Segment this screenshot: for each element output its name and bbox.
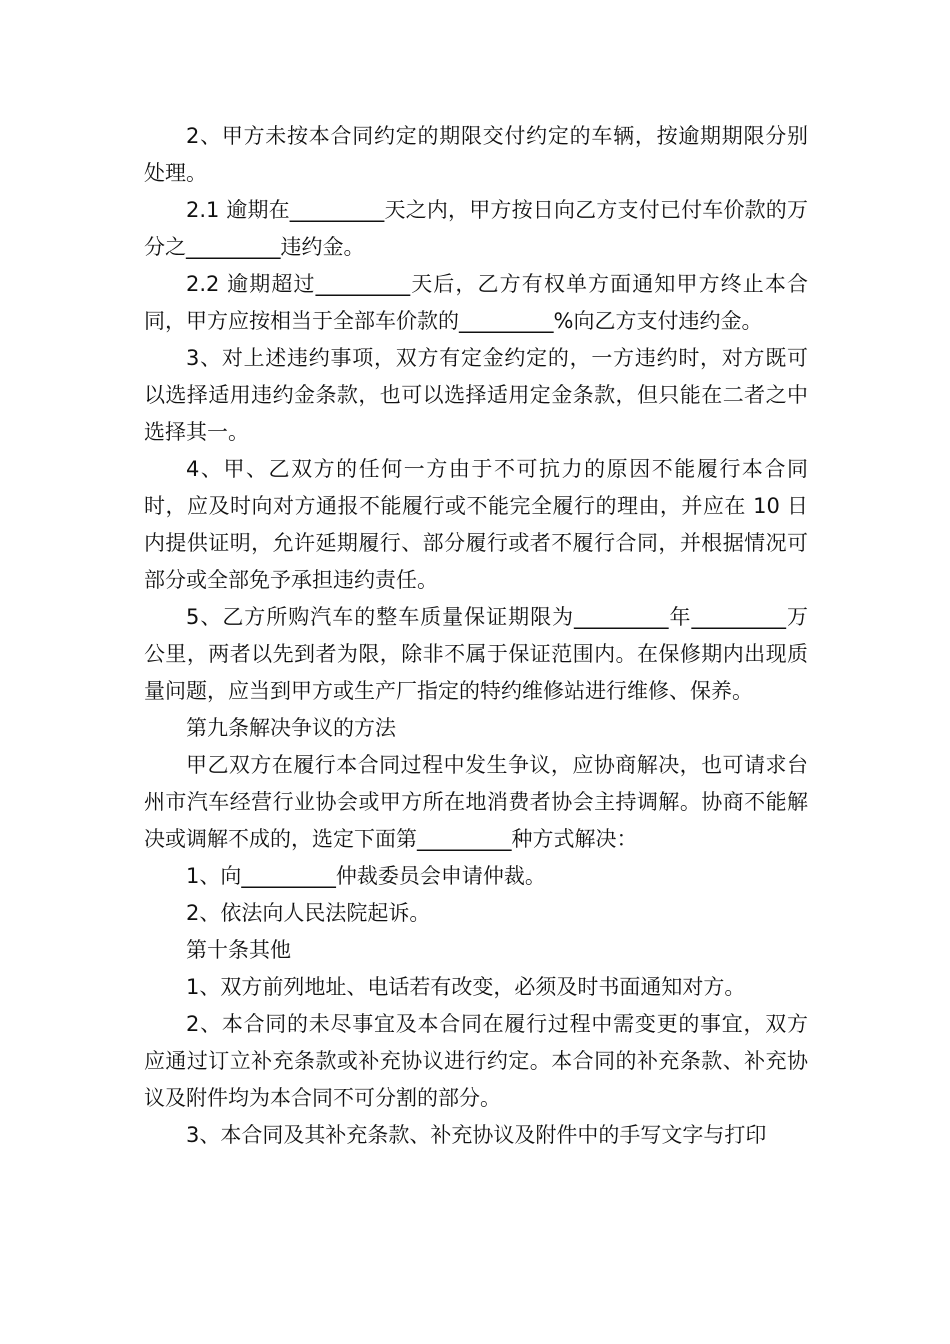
paragraph-clause-2-2: 2.2 逾期超过_________天后，乙方有权单方面通知甲方终止本合同，甲方应按相当于全部车价款的_________%向乙方支付违约金。: [144, 272, 808, 333]
paragraph-other-2: 2、本合同的未尽事宜及本合同在履行过程中需变更的事宜，双方应通过订立补充条款或补充协议进行约定。本合同的补充条款、补充协议及附件均为本合同不可分割的部分。: [144, 1012, 808, 1110]
paragraph-other-1: 1、双方前列地址、电话若有改变，必须及时书面通知对方。: [186, 975, 746, 999]
paragraph-clause-3: 3、对上述违约事项，双方有定金约定的，一方违约时，对方既可以选择适用违约金条款，也可以选择适用定金条款，但只能在二者之中选择其一。: [144, 346, 808, 444]
section-heading-article-10: 第十条其他: [186, 938, 291, 962]
paragraph-clause-5: 5、乙方所购汽车的整车质量保证期限为_________年_________万公里，两者以先到者为限，除非不属于保证范围内。在保修期内出现质量问题，应当到甲方或生产厂指定的特约维修站进行维修、保养。: [144, 605, 808, 703]
paragraph-arbitration-option: 1、向_________仲裁委员会申请仲裁。: [186, 864, 546, 888]
section-heading-article-9: 第九条解决争议的方法: [186, 716, 396, 740]
document-body: [144, 118, 808, 1154]
paragraph-litigation-option: 2、依法向人民法院起诉。: [186, 901, 431, 925]
paragraph-clause-4: 4、甲、乙双方的任何一方由于不可抗力的原因不能履行本合同时，应及时向对方通报不能履行或不能完全履行的理由，并应在 10 日内提供证明，允许延期履行、部分履行或者不履行合同，并根据情况可部分或全部免予承担违约责任。: [144, 457, 808, 592]
paragraph-clause-2: 2、甲方未按本合同约定的期限交付约定的车辆，按逾期期限分别处理。: [144, 124, 808, 185]
paragraph-dispute-resolution: 甲乙双方在履行本合同过程中发生争议，应协商解决，也可请求台州市汽车经营行业协会或甲方所在地消费者协会主持调解。协商不能解决或调解不成的，选定下面第_________种方式解决：: [144, 753, 808, 851]
paragraph-clause-2-1: 2.1 逾期在_________天之内，甲方按日向乙方支付已付车价款的万分之_________违约金。: [144, 198, 808, 259]
paragraph-other-3: 3、本合同及其补充条款、补充协议及附件中的手写文字与打印: [186, 1123, 767, 1147]
